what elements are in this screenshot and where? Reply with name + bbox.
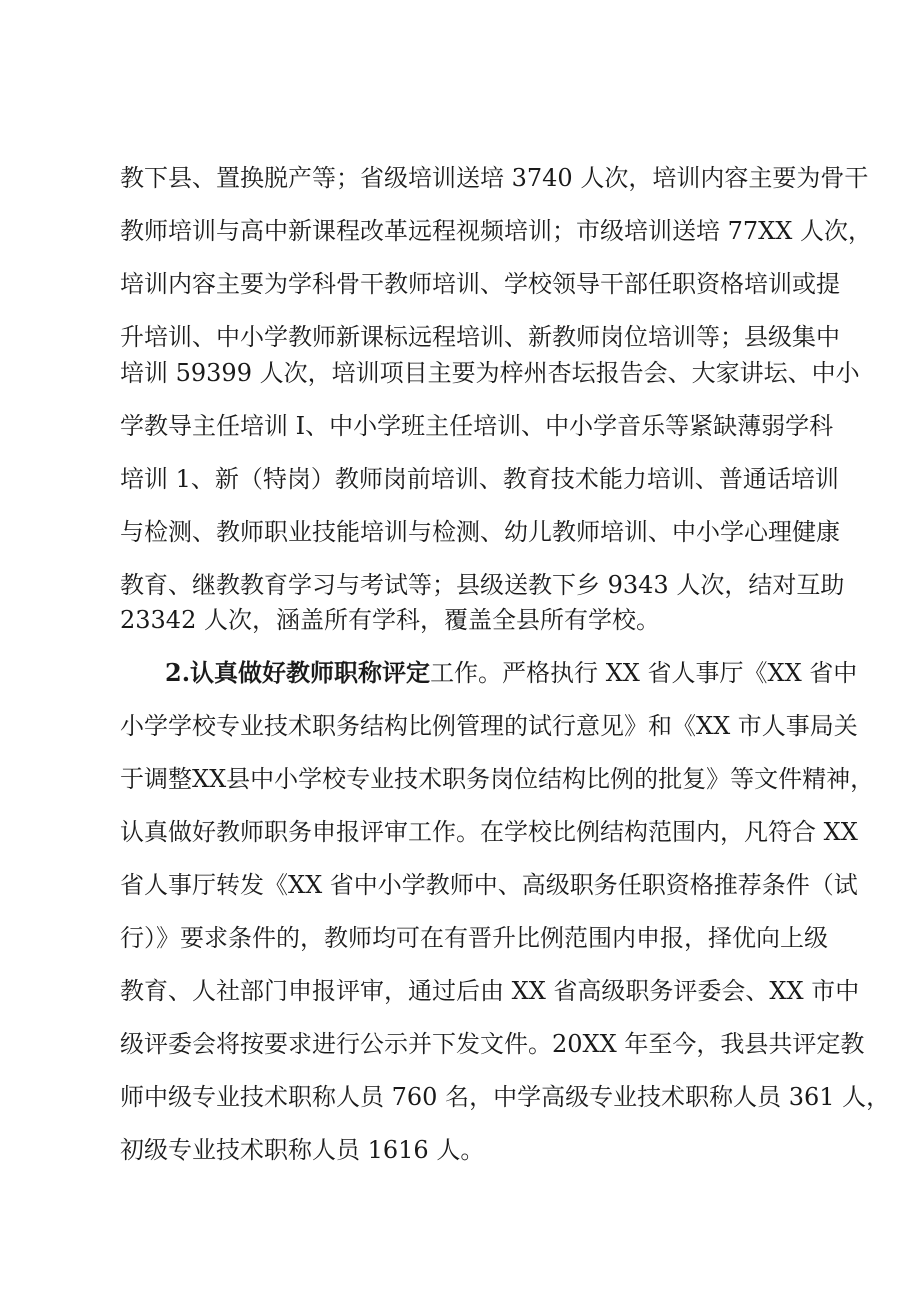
paragraph-heading-line [165,653,857,693]
text-line: 省人事厅转发《XX 省中小学教师中、高级职务任职资格推荐条件（试 [120,871,858,899]
text-line: 培训 59399 人次，培训项目主要为梓州杏坛报告会、大家讲坛、中小 [120,359,860,387]
text-line: 培训 1、新（特岗）教师岗前培训、教育技术能力培训、普通话培训 [120,465,839,493]
text-line: 升培训、中小学教师新课标远程培训、新教师岗位培训等；县级集中 [120,323,840,351]
text-line: 认真做好教师职务申报评审工作。在学校比例结构范围内，凡符合 XX [120,818,858,846]
text-line: 学教导主任培训 I、中小学班主任培训、中小学音乐等紧缺薄弱学科 [120,412,834,440]
text-line: 与检测、教师职业技能培训与检测、幼儿教师培训、中小学心理健康 [120,518,840,546]
text-line: 级评委会将按要求进行公示并下发文件。20XX 年至今，我县共评定教 [120,1030,865,1058]
text-line: 师中级专业技术职称人员 760 名，中学高级专业技术职称人员 361 人， [120,1083,891,1111]
text-line: 教育、人社部门申报评审，通过后由 XX 省高级职务评委会、XX 市中 [120,977,860,1005]
text-line: 教下县、置换脱产等；省级培训送培 3740 人次，培训内容主要为骨干 [120,164,869,192]
text-line: 初级专业技术职称人员 1616 人。 [120,1136,485,1164]
text-line: 培训内容主要为学科骨干教师培训、学校领导干部任职资格培训或提 [120,270,840,298]
heading-tail-text: 工作。严格执行 XX 省人事厅《XX 省中 [430,659,858,687]
text-line: 于调整XX县中小学校专业技术职务岗位结构比例的批复》等文件精神， [120,765,875,793]
text-line: 小学学校专业技术职务结构比例管理的试行意见》和《XX 市人事局关 [120,712,858,740]
text-line: 23342 人次，涵盖所有学科，覆盖全县所有学校。 [120,606,660,634]
section-heading: 2.认真做好教师职称评定 [165,658,431,687]
text-line: 教师培训与高中新课程改革远程视频培训；市级培训送培 77XX 人次， [120,217,872,245]
text-line: 行）》要求条件的，教师均可在有晋升比例范围内申报，择优向上级 [120,924,828,952]
text-line: 教育、继教教育学习与考试等；县级送教下乡 9343 人次，结对互助 [120,571,845,599]
